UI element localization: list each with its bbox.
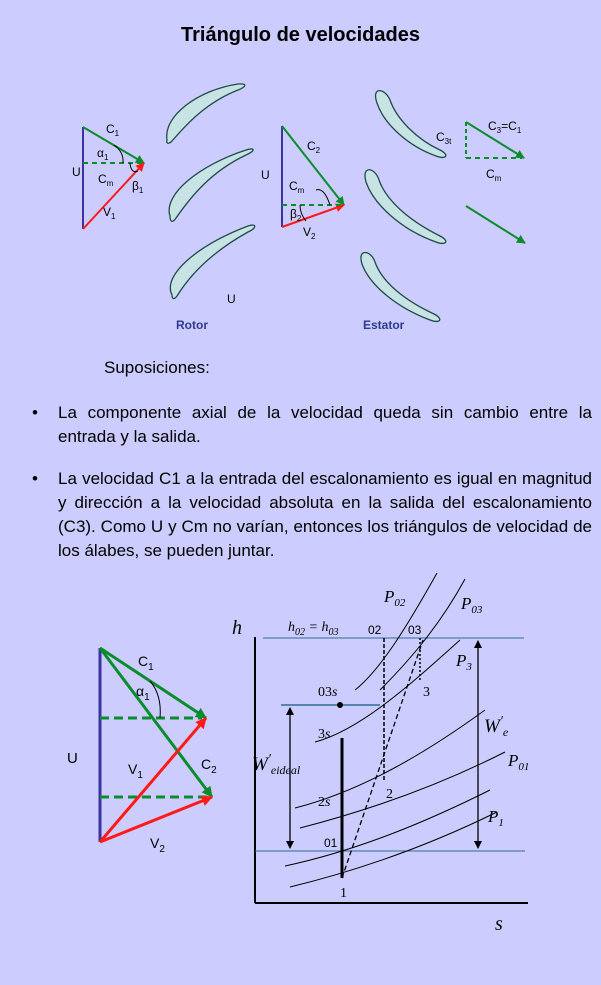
rotor-blade [169, 149, 253, 221]
c2-label: $C_2$ [201, 756, 217, 776]
u-label: U [72, 165, 81, 179]
point-3s-label: 3s [318, 727, 331, 742]
page-title: Triángulo de velocidades [181, 24, 420, 46]
point-3-label: 3 [423, 685, 430, 700]
c1-label: $C_1$ [138, 653, 154, 673]
blade-speed-u-label: U [227, 292, 236, 306]
combined-velocity-triangle [67, 648, 217, 855]
c2-vector [282, 126, 344, 205]
stator-blade [361, 253, 440, 322]
p02-label: $P_{02}$ [384, 587, 406, 609]
beta1-label: $\beta_1$ [132, 179, 144, 195]
point-03s-label: 03s [318, 685, 338, 700]
alpha1-label: $\alpha_1$ [97, 146, 109, 162]
h-axis-label: h [232, 617, 242, 639]
v1-vector [100, 718, 206, 842]
h-equality-label: $h_{02} = h_{03}$ [288, 620, 339, 638]
p1-label: $P_1$ [488, 807, 504, 829]
combined-triangle-and-hs-diagram [0, 560, 601, 985]
rotor-blade [170, 225, 254, 298]
p3-label: $P_3$ [456, 651, 472, 673]
enthalpy-entropy-diagram [232, 573, 529, 935]
stator-blades [361, 91, 446, 322]
isobar-p1 [290, 812, 497, 887]
rotor-outlet-triangle [261, 126, 344, 241]
v2-label: $V_2$ [303, 225, 316, 241]
c3-equals-c1-label: $C_3=C_1$ [488, 119, 522, 135]
rotor-label: Rotor [176, 318, 208, 332]
v1-label: $V_1$ [128, 761, 143, 781]
u-label: U [67, 750, 78, 767]
stator-blade [365, 170, 446, 244]
velocity-triangles-blade-diagram [0, 70, 601, 340]
c1-label: $C_1$ [106, 122, 120, 138]
v1-label: $V_1$ [103, 205, 116, 221]
rotor-inlet-triangle [72, 122, 144, 229]
point-02-label: 02 [368, 623, 382, 637]
assumptions-heading: Suposiciones: [104, 358, 210, 377]
point-2s-label: 2s [318, 795, 331, 810]
alpha-arc [316, 190, 330, 205]
weideal-label: $W'_{eideal}$ [252, 752, 301, 777]
beta2-label: $\beta_2$ [290, 207, 302, 223]
rotor-blade [167, 84, 245, 143]
alpha1-label: $\alpha_1$ [136, 683, 150, 703]
rotor-blades [167, 84, 255, 299]
point-1-label: 1 [340, 886, 347, 901]
we-label: $W'_e$ [484, 714, 509, 739]
c1-vector [100, 648, 206, 718]
cm-label: $C_m$ [98, 172, 114, 188]
v2-label: $V_2$ [150, 835, 165, 855]
stator-outlet-triangle [436, 119, 525, 243]
point-03s-dot [337, 702, 343, 708]
point-01-label: 01 [324, 836, 338, 850]
stator-blade [376, 91, 446, 158]
p01-label: $P_{01}$ [508, 751, 530, 773]
stator-label: Estator [363, 318, 405, 332]
s-axis-label: s [495, 913, 503, 935]
c3t-vector [466, 206, 525, 243]
point-2-label: 2 [386, 787, 393, 802]
u-label: U [261, 168, 270, 182]
point-03-label: 03 [408, 623, 422, 637]
c3t-label: $C_{3t}$ [436, 130, 452, 146]
assumption-item: • La velocidad C1 a la entrada del escalonamiento es igual en magnitud y dirección a la velocidad absoluta en la salida del escalonamiento (C3). Como U y Cm no varían, entonces los triángulos de velocidad de los álabes, se pueden juntar. [58, 467, 592, 563]
c2-label: $C_2$ [307, 139, 321, 155]
cm-label: $C_m$ [486, 167, 502, 183]
p03-label: $P_{03}$ [461, 594, 483, 616]
cm-label: $C_m$ [289, 179, 305, 195]
assumption-item: • La componente axial de la velocidad queda sin cambio entre la entrada y la salida. [58, 401, 592, 449]
